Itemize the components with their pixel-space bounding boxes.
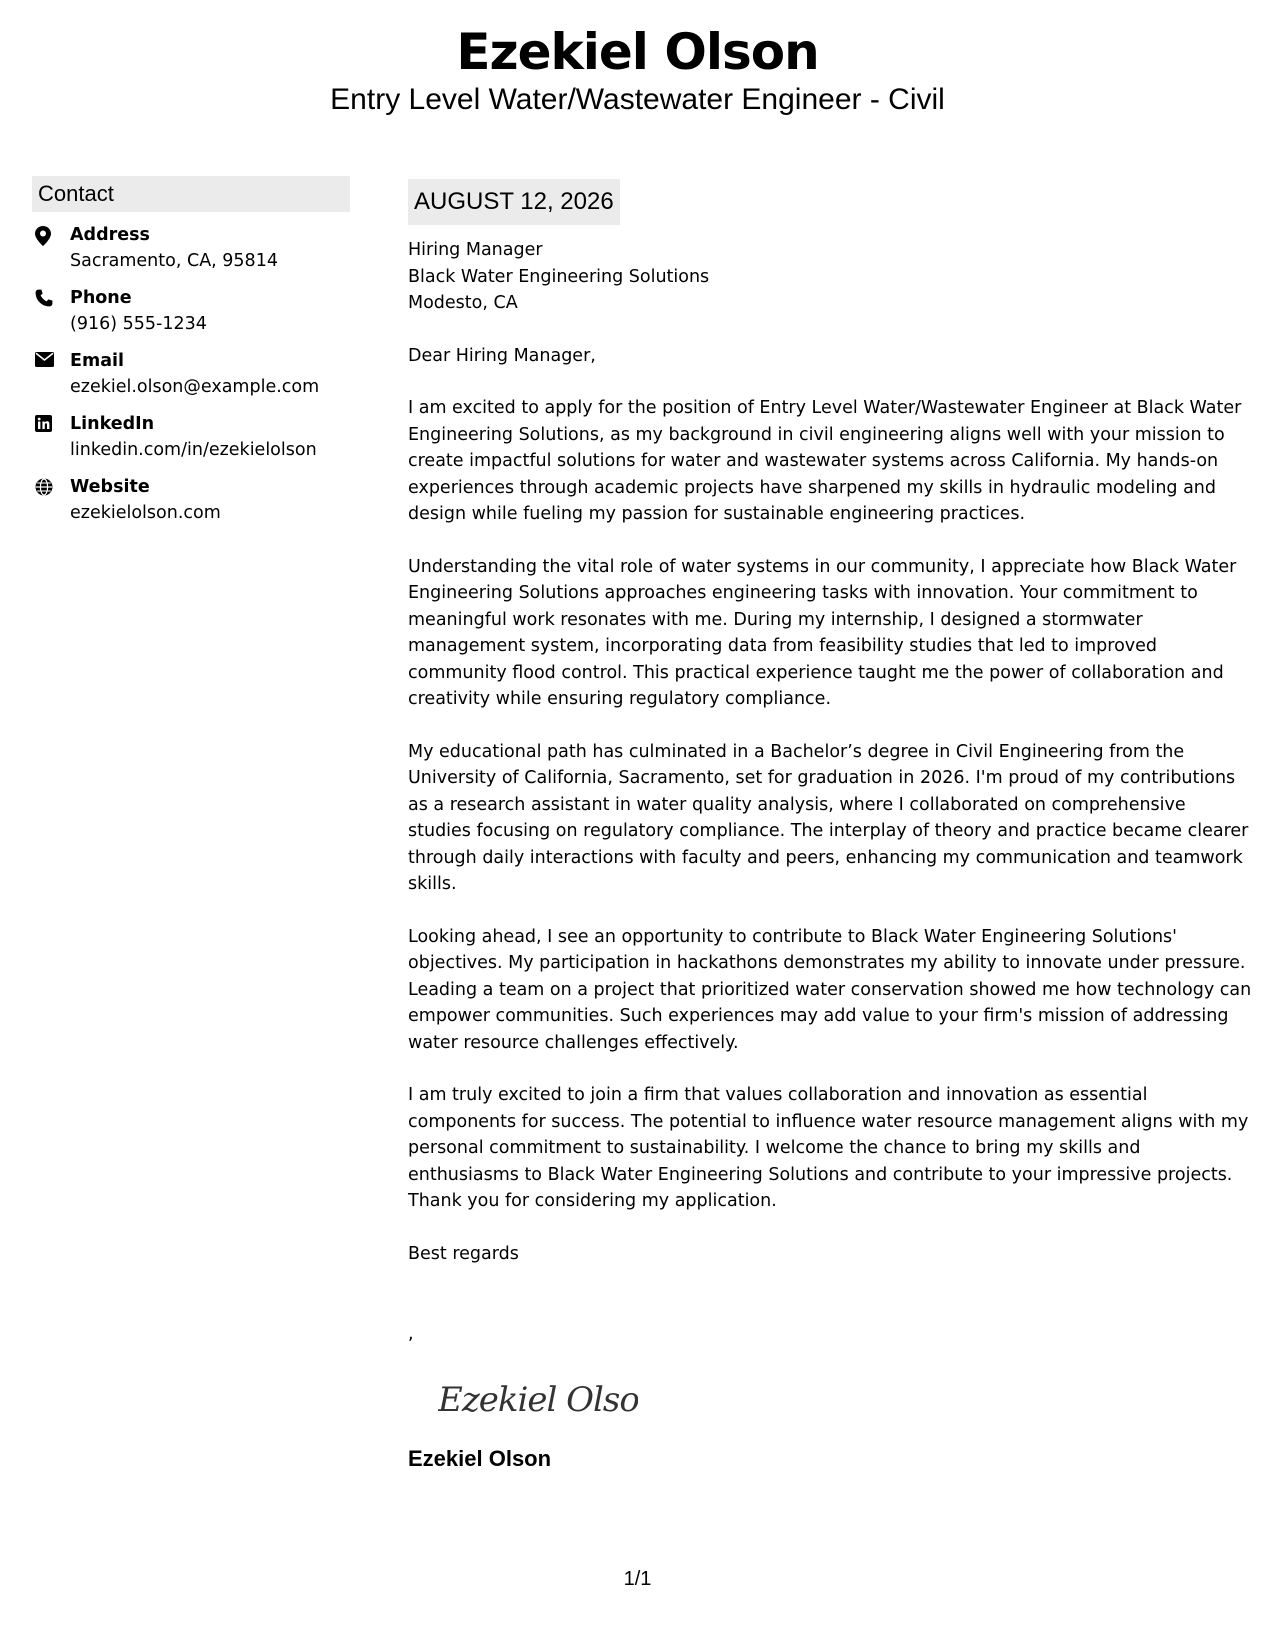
contact-item-address [32,222,350,285]
contact-item-website [32,474,350,537]
signer-name: Ezekiel Olson [408,1446,552,1471]
body-paragraph: Understanding the vital role of water systems in our community, I appreciate how Black Water Engineering Solutions approaches engineering tasks with innovation. Your commitment to meaningful work resonates with me. During my internship, I designed a stormwater management system, incorporating data from feasibility studies that led to improved community flood control. This practical experience taught me the power of collaboration and creativity while ensuring regulatory compliance. [408,556,1237,709]
phone-icon [32,285,70,307]
contact-label: Address [70,225,150,245]
closing-comma: , [408,1324,414,1344]
letter-body [408,179,1254,1473]
contact-label: LinkedIn [70,414,155,434]
globe-icon [32,474,70,496]
contact-item-linkedin [32,411,350,474]
contact-label: Phone [70,288,132,308]
body-paragraph: I am excited to apply for the position of Entry Level Water/Wastewater Engineer at Black Water Engineering Solutions, as my background in civil engineering aligns well with your mission to create impactful solutions for water and wastewater systems across California. My hands-on experiences through academic projects have sharpened my skills in hydraulic modeling and design while fueling my passion for sustainable engineering practices. [408,398,1242,524]
linkedin-icon [32,411,70,432]
contact-list [32,222,350,537]
contact-label: Email [70,351,124,371]
contact-value: ezekielolson.com [70,503,221,523]
envelope-icon [32,348,70,367]
contact-value: linkedin.com/in/ezekielolson [70,440,317,460]
body-paragraph: I am truly excited to join a firm that values collaboration and innovation as essential components for success. The potential to influence water resource management aligns with my personal commitment to sustainability. I welcome the chance to bring my skills and enthusiasms to Black Water Engineering Solutions and contribute to your impressive projects. Thank you for considering my application. [408,1085,1249,1211]
contact-value: ezekiel.olson@example.com [70,377,320,397]
job-title: Entry Level Water/Wastewater Engineer - Civil [330,83,945,116]
letter-date: AUGUST 12, 2026 [408,179,620,225]
contact-value: (916) 555-1234 [70,314,207,334]
recipient-company: Black Water Engineering Solutions [408,266,710,287]
contact-value: Sacramento, CA, 95814 [70,251,278,271]
signature-text: Ezekiel Olson [438,1380,638,1420]
closing: Best regards [408,1243,519,1264]
body-paragraph: Looking ahead, I see an opportunity to contribute to Black Water Engineering Solutions' objectives. My participation in hackathons demonstrates my ability to innovate under pressure. Leading a team on a project that prioritized water conservation showed me how technology can empower communities. Such experiences may add value to your firm's mission of addressing water resource challenges effectively. [408,926,1252,1053]
handwritten-signature [438,1375,1254,1431]
letter-header [0,22,1275,118]
map-pin-icon [32,222,70,246]
contact-item-email [32,348,350,411]
recipient-location: Modesto, CA [408,293,518,313]
applicant-name: Ezekiel Olson [456,23,819,81]
recipient-title: Hiring Manager [408,240,543,260]
contact-label: Website [70,477,150,497]
contact-item-phone [32,285,350,348]
recipient-block [408,237,1254,317]
salutation: Dear Hiring Manager, [408,345,596,366]
body-paragraph: My educational path has culminated in a Bachelor’s degree in Civil Engineering from the University of California, Sacramento, set for graduation in 2026. I'm proud of my contributions as a research assistant in water quality analysis, where I collaborated on comprehensive studies focusing on regulatory compliance. The interplay of theory and practice became clearer through daily interactions with faculty and peers, enhancing my communication and teamwork skills. [408,741,1249,894]
contact-sidebar [32,176,350,537]
contact-heading: Contact [32,176,350,212]
page-number: 1/1 [623,1568,652,1590]
